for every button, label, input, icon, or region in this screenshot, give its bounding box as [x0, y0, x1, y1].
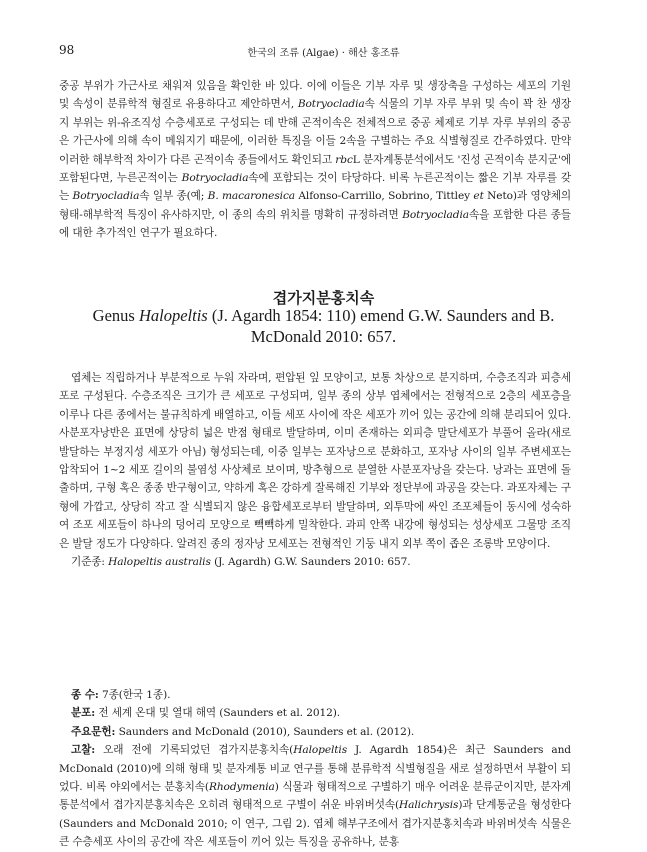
distribution-value: 전 세계 온대 및 열대 해역 (Saunders et al. 2012).	[98, 707, 341, 720]
discussion-label: 고찰:	[71, 744, 96, 757]
genus-heading: Genus Halopeltis (J. Agardh 1854: 110) emend G.W. Saunders and B. McDonald 2010: 657.	[92, 306, 555, 346]
intro-paragraph	[59, 77, 571, 243]
discussion-text: 오래 전에 기록되었던 겹가지분홍치속(Halopeltis J. Agardh 1854)은 최근 Saunders and McDonald (2010)에 의해 형태 및 분자계통 비교 연구를 통해 분류학적 식별형질을 새로 설정하면서 부활이 되었다. 비록 야외에서는 분홍치속(Rhodymenia) 식물과 형태적으로 구별하기 매우 어려운 분류군이지만, 분자계통분석에서 겹가지분홍치속은 오히려 형태적으로 구별이 쉬운 바위버섯속(Halichrysis)과 단계통군을 형성한다(Saunders and McDonald 2010; 이 연구, 그림 2). 엽체 해부구조에서 겹가지분홍치속과 바위버섯속 식물은 큰 수층세포 사이의 공간에 작은 세포들이 끼어 있는 특징을 공유하나, 분홍	[59, 744, 571, 849]
genus-description	[59, 369, 571, 571]
running-title: 한국의 조류 (Algae) · 해산 홍조류	[247, 48, 400, 59]
discussion-paragraph	[59, 741, 571, 851]
type-species-label: 기준종:	[71, 556, 105, 569]
species-count-line	[59, 686, 571, 704]
references-line	[59, 723, 571, 741]
page-number: 98	[59, 43, 75, 57]
section-title: 겹가지분홍치속	[272, 289, 375, 307]
type-species-line	[59, 553, 571, 571]
description-text: 엽체는 직립하거나 부분적으로 누워 자라며, 편압된 잎 모양이고, 보통 차상으로 분지하며, 수층조직과 피층세포로 구성된다. 수층조직은 크기가 큰 세포로 구성되며, 일부 종의 상부 엽체에서는 전형적으로 2층의 세포층을 이루나 다른 종에서는 불규칙하게 배열하고, 이들 세포 사이에 작은 세포가 끼어 있는 공간에 의해 분리되어 있다. 사분포자낭반은 표면에 상당히 넓은 반점 형태로 발달하며, 이미 존재하는 외피층 말단세포가 부풀어 올라(새로 발달하는 부정지성 세포가 아님) 형성되는데, 이중 일부는 포자낭으로 분화하고, 포자낭 사이의 일부 주변세포는 압착되어 1~2 세포 길이의 불염성 사상체로 보이며, 방추형으로 분열한 사분포자낭을 갖는다. 낭과는 표면에 돌출하며, 구형 혹은 종종 반구형이고, 약하게 혹은 강하게 잘록해진 기부와 정단부에 과공을 갖는다. 과포자체는 구형에 가깝고, 상당히 작고 잘 식별되지 않은 융합세포로부터 발달하며, 외투막에 싸인 조포체들이 동시에 성숙하여 조포 세포들이 하나의 덩어리 모양으로 빽빽하게 밀착한다. 과피 안쪽 내강에 형성되는 성상세포 그물망 조직은 발달 정도가 다양하다. 알려진 종의 정자낭 모세포는 전형적인 기둥 내지 외부 쪽이 좁은 조롱박 모양이다.	[59, 372, 571, 550]
references-value: Saunders and McDonald (2010), Saunders et al. (2012).	[118, 725, 415, 738]
species-count-label: 종 수:	[71, 689, 99, 701]
distribution-label: 분포:	[71, 707, 96, 720]
intro-text: 중공 부위가 가근사로 채워져 있음을 확인한 바 있다. 이에 이들은 기부 자루 및 생장축을 구성하는 세포의 기원 및 속성이 분류학적 형질로 유용하다고 제안하면서, Botryocladia속 식물의 기부 자루 부위 및 속이 꽉 찬 생장지 부위는 위-유조직성 수층세포로 구성되는 데 반해 곤적이속은 전체적으로 중공 체제로 기부 자루 부위의 중공은 가근사에 의해 속이 메워지기 때문에, 이러한 특징을 이들 2속을 구별하는 주요 식별형질로 간주하였다. 만약 이러한 해부학적 차이가 다른 곤적이속 종들에서도 확인되고 rbcL 분자계통분석에서도 '진성 곤적이속 분지군'에 포함된다면, 누른곤적이는 Botryocladia속에 포함되는 것이 타당하다. 비록 누른곤적이는 짧은 기부 자루를 갖는 Botryocladia속 일부 종(예; B. macaronesica Alfonso-Carrillo, Sobrino, Tittley et Neto)과 영양체의 형태-해부학적 특징이 유사하지만, 이 종의 속의 위치를 명확히 규정하려면 Botryocladia속을 포함한 다른 종들에 대한 추가적인 연구가 필요하다.	[59, 80, 571, 240]
species-count-value: 7종(한국 1종).	[101, 689, 171, 701]
references-label: 주요문헌:	[71, 725, 116, 738]
type-species-value: Halopeltis australis (J. Agardh) G.W. Saunders 2010: 657.	[108, 556, 411, 569]
genus-details	[59, 686, 571, 852]
distribution-line	[59, 704, 571, 722]
